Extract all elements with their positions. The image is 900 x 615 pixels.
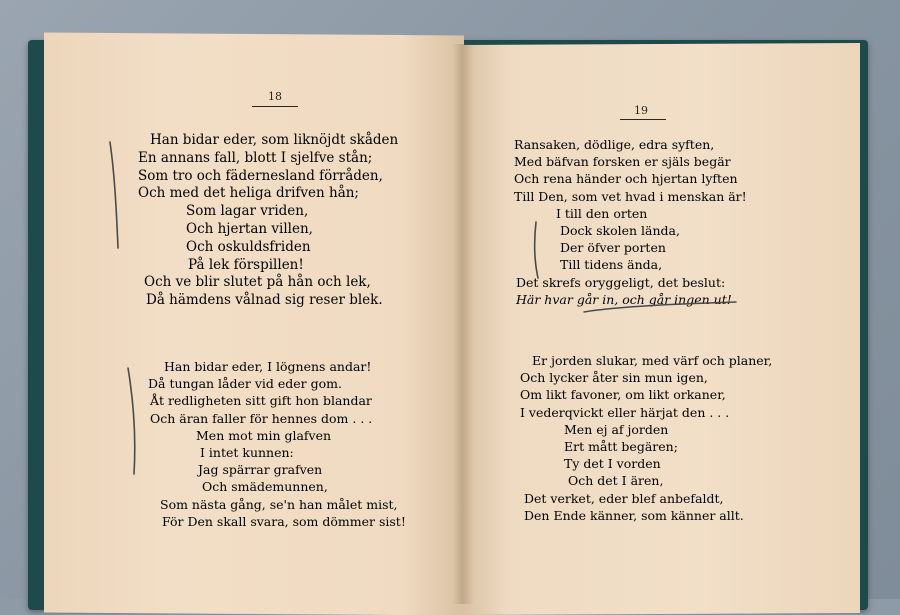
right-page-number-rule: [620, 119, 666, 120]
poem-line: Det verket, eder blef anbefaldt,: [524, 490, 724, 506]
poem-line: Ty det I vorden: [564, 456, 661, 472]
poem-line: Till Den, som vet hvad i menskan är!: [514, 188, 747, 204]
poem-line: På lek förspillen!: [188, 256, 304, 273]
poem-line: I intet kunnen:: [200, 445, 294, 461]
poem-line: Som nästa gång, se'n han målet mist,: [160, 496, 398, 512]
poem-line: Det skrefs oryggeligt, det beslut:: [516, 274, 726, 290]
poem-line: Om likt favoner, om likt orkaner,: [520, 387, 726, 403]
right-stanza-1: [510, 136, 830, 308]
poem-line: Och smädemunnen,: [202, 479, 328, 495]
poem-line: Till tidens ända,: [560, 257, 663, 273]
pencil-mark-left-1: [104, 140, 128, 252]
poem-line: Han bidar eder, I lögnens andar!: [164, 359, 372, 374]
poem-line: Han bidar eder, som liknöjdt skåden: [150, 132, 399, 148]
pencil-mark-left-2: [124, 364, 148, 478]
poem-line: Och det I ären,: [568, 473, 664, 489]
poem-line: Er jorden slukar, med värf och planer,: [532, 353, 773, 368]
poem-line: Och rena händer och hjertan lyften: [514, 171, 738, 187]
left-stanza-1: [138, 132, 458, 310]
poem-line: Med bäfvan forsken er själs begär: [514, 154, 731, 170]
poem-line: Der öfver porten: [560, 240, 666, 256]
poem-line: Men ej af jorden: [564, 421, 669, 437]
poem-line: Här hvar går in, och går ingen ut!: [516, 291, 732, 307]
poem-line: Och lycker åter sin mun igen,: [520, 370, 708, 386]
poem-line: Ransaken, dödlige, edra syften,: [514, 137, 715, 152]
poem-line: Och ve blir slutet på hån och lek,: [144, 274, 371, 291]
poem-line: För Den skall svara, som dömmer sist!: [162, 513, 406, 529]
left-stanza-2: [148, 358, 468, 530]
poem-line: Som tro och fädernesland förråden,: [138, 167, 383, 184]
poem-line: Och med det heliga drifven hån;: [138, 185, 359, 202]
poem-line: Och hjertan villen,: [186, 220, 313, 237]
right-page: [462, 43, 860, 615]
right-stanza-2: [512, 352, 832, 524]
pencil-underline-right: [580, 298, 740, 316]
poem-line: Jag spärrar grafven: [198, 462, 323, 478]
poem-line: I till den orten: [556, 205, 648, 221]
right-page-number: 19: [634, 104, 648, 117]
poem-line: I vederqvickt eller härjat den . . .: [520, 404, 730, 420]
poem-line: Som lagar vriden,: [186, 203, 309, 220]
poem-line: Åt redligheten sitt gift hon blandar: [150, 393, 372, 409]
poem-line: Och äran faller för hennes dom . . .: [150, 410, 373, 426]
poem-line: Då hämdens vålnad sig reser blek.: [146, 292, 383, 309]
poem-line: Ert mått begären;: [564, 439, 678, 455]
poem-line: Men mot min glafven: [196, 427, 332, 443]
left-page-number-rule: [252, 106, 298, 107]
poem-line: Den Ende känner, som känner allt.: [524, 507, 744, 523]
left-page-number: 18: [268, 90, 282, 103]
poem-line: Då tungan låder vid eder gom.: [148, 376, 342, 392]
poem-line: En annans fall, blott I sjelfve stån;: [138, 149, 373, 166]
pencil-mark-right-1: [526, 220, 546, 282]
poem-line: Dock skolen lända,: [560, 223, 680, 239]
poem-line: Och oskuldsfriden: [186, 238, 311, 255]
